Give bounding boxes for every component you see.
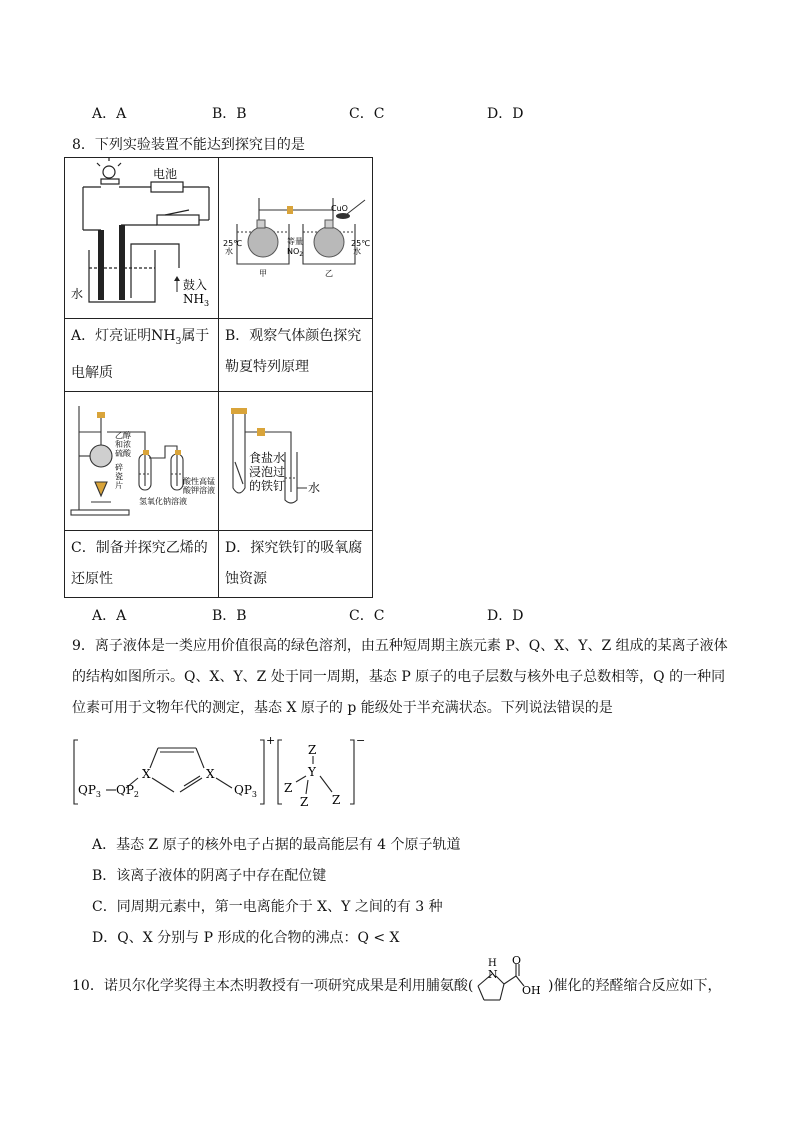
q7-option-b[interactable]: B．B (212, 106, 247, 122)
kmno4-label-2: 酸钾溶液 (183, 485, 215, 495)
ethanol-label-1: 乙醇 (115, 430, 131, 440)
ethylene-apparatus-figure (65, 392, 218, 526)
cuo-label: CuO (331, 204, 348, 213)
anion-z-top: Z (308, 743, 317, 757)
cell-b-caption-line1: B．观察气体颜色探究 (225, 328, 362, 344)
q8-option-d[interactable]: D．D (487, 608, 524, 624)
q9-option-c[interactable]: C．同周期元素中，第一电离能介于 X、Y 之间的有 3 种 (92, 899, 443, 915)
cell-d-figure (219, 391, 373, 530)
right-temp-label: 25℃ (351, 239, 371, 248)
q8-option-b[interactable]: B．B (212, 608, 247, 624)
q8-option-a[interactable]: A．A (92, 608, 127, 624)
kmno4-label-1: 酸性高锰 (183, 476, 215, 486)
naoh-label: 氢氧化钠溶液 (139, 496, 187, 506)
anion-y: Y (308, 765, 316, 779)
q9-line1: 9．离子液体是一类应用价值很高的绿色溶剂，由五种短周期主族元素 P、Q、X、Y、Z 组成的某离子液体 (72, 638, 728, 654)
ring-x-left: X (142, 767, 151, 781)
porcelain-label-1: 碎 (115, 462, 123, 472)
iron-nail-corrosion-figure (219, 392, 372, 526)
nh3-gas-label: $NH_3$ (183, 292, 210, 308)
anion-z-right: Z (332, 793, 341, 807)
yi-label: 乙 (325, 269, 333, 278)
porcelain-label-2: 瓷 (115, 471, 123, 481)
q10-text-part2: )催化的羟醛缩合反应如下， (548, 978, 722, 994)
cell-d-caption-line1: D．探究铁钉的吸氧腐 (225, 539, 363, 556)
q8-apparatus-table (64, 157, 373, 598)
water-label: 水 (71, 287, 84, 301)
porcelain-label-3: 片 (115, 480, 123, 490)
cell-c-caption-line2: 还原性 (71, 570, 113, 587)
equal-label: 等量 (287, 237, 303, 246)
q9-line2: 的结构如图所示。Q、X、Y、Z 处于同一周期，基态 P 原子的电子层数与核外电子总数相等，Q 的一种同 (72, 669, 726, 685)
anion-charge: − (356, 734, 366, 747)
anion-z-left: Z (284, 781, 293, 795)
battery-label: 电池 (153, 167, 178, 181)
proline-n: N (488, 968, 498, 981)
q9-line3: 位素可用于文物年代的测定，基态 X 原子的 p 能级处于半充满状态。下列说法错误的是 (72, 700, 613, 716)
conductivity-apparatus-figure (65, 158, 218, 314)
cell-b-caption-line2: 勒夏特列原理 (225, 359, 309, 375)
proline-structure (470, 954, 542, 1004)
ethanol-label-3: 硫酸 (115, 448, 131, 458)
cell-d-caption-line2: 蚀资源 (225, 570, 267, 587)
q7-option-d[interactable]: D．D (487, 106, 524, 122)
blow-in-label: 鼓入 (183, 278, 208, 292)
proline-h: H (488, 958, 497, 969)
q7-option-a[interactable]: A．A (92, 106, 127, 122)
q7-option-c[interactable]: C．C (349, 106, 385, 122)
ethanol-label-2: 和浓 (115, 439, 131, 449)
left-water-label: 水 (225, 247, 233, 256)
cell-b-caption (219, 319, 373, 392)
cell-d-caption (219, 530, 373, 597)
left-temp-label: 25℃ (223, 239, 243, 248)
cell-a-caption-line2: 电解质 (71, 364, 113, 381)
brine-label-1: 食盐水 (249, 450, 286, 465)
right-water-label: 水 (353, 247, 361, 256)
q8-stem: 8．下列实验装置不能达到探究目的是 (72, 137, 305, 153)
q9-option-b[interactable]: B．该离子液体的阴离子中存在配位键 (92, 868, 327, 884)
cell-c-caption-line1: C．制备并探究乙烯的 (71, 539, 208, 556)
cell-c-caption (65, 530, 219, 597)
cell-a-figure (65, 158, 219, 319)
qp2: $QP_2$ (116, 783, 140, 799)
cell-b-figure (219, 158, 373, 319)
proline-o: O (512, 954, 522, 967)
no2-equilibrium-figure (219, 158, 372, 314)
water-label-d: 水 (308, 480, 321, 495)
jia-label: 甲 (259, 269, 267, 278)
cell-a-caption-line1: A．灯亮证明$NH_3$属于 (71, 328, 210, 347)
brine-label-3: 的铁钉 (249, 478, 286, 493)
qp3-right: $QP_3$ (234, 783, 258, 799)
q10-text-part1: 10．诺贝尔化学奖得主本杰明教授有一项研究成果是利用脯氨酸( (72, 978, 474, 994)
cell-a-caption (65, 319, 219, 392)
cation-charge: + (266, 734, 276, 747)
ring-x-right: X (206, 767, 215, 781)
anion-z-bottom: Z (300, 795, 309, 809)
proline-oh: OH (522, 984, 541, 997)
no2-label: $NO_2$ (287, 247, 304, 258)
q9-option-d[interactable]: D．Q、X 分别与 P 形成的化合物的沸点：Q < X (92, 930, 400, 946)
brine-label-2: 浸泡过 (249, 464, 286, 479)
ionic-liquid-structure (70, 732, 380, 812)
q8-option-c[interactable]: C．C (349, 608, 385, 624)
cell-c-figure (65, 391, 219, 530)
qp3-left: $QP_3$ (78, 783, 102, 799)
q9-option-a[interactable]: A．基态 Z 原子的核外电子占据的最高能层有 4 个原子轨道 (92, 837, 461, 853)
